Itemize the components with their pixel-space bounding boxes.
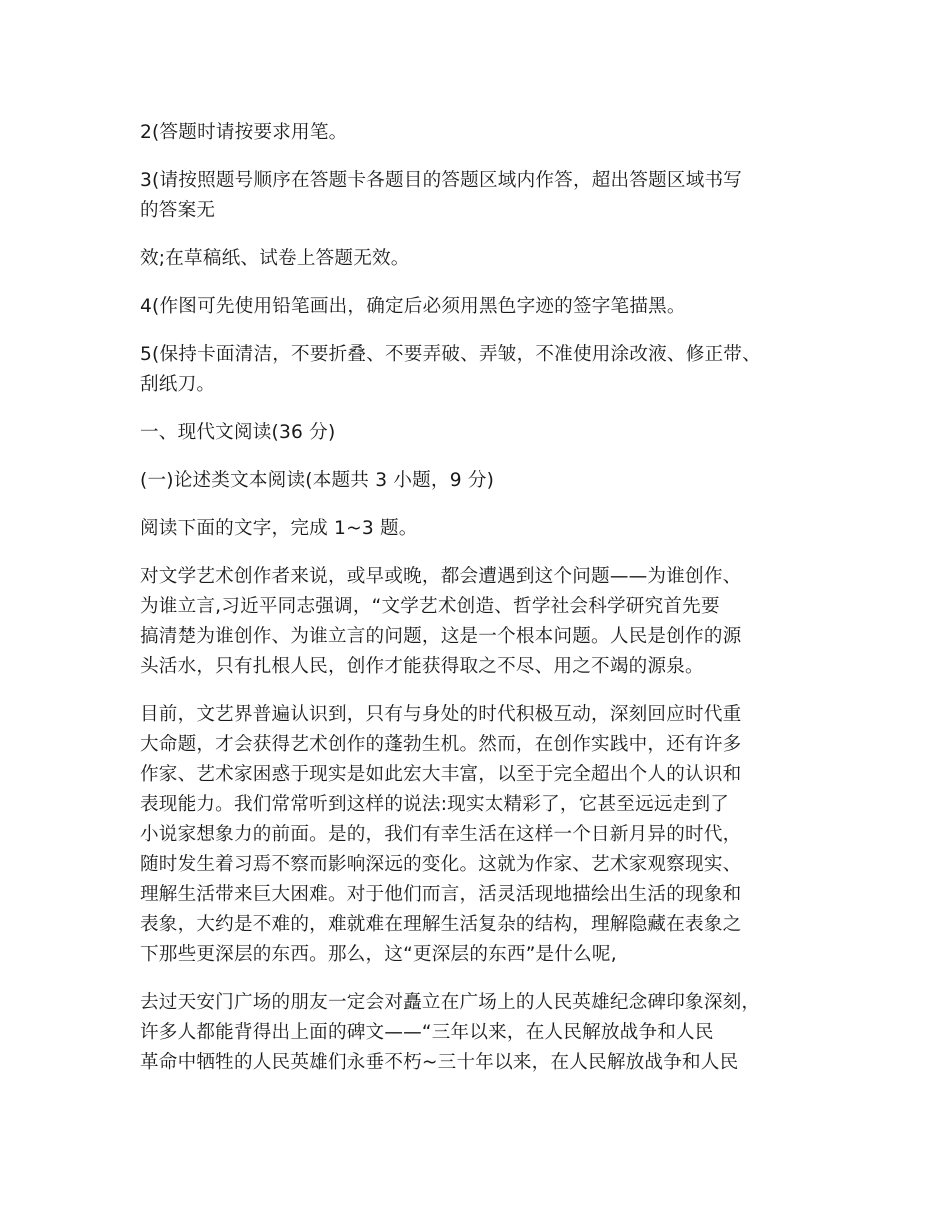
instruction-line: 刮纸刀。 xyxy=(140,374,216,395)
instruction-line: 效;在草稿纸、试卷上答题无效。 xyxy=(140,248,410,269)
instruction-4 xyxy=(140,292,830,322)
paragraph-line: 作家、艺术家困惑于现实是如此宏大丰富，以至于完全超出个人的认识和 xyxy=(140,764,742,785)
subsection-title xyxy=(140,466,830,496)
instruction-line: 5(保持卡面清洁，不要折叠、不要弄破、弄皱，不准使用涂改液、修正带、 xyxy=(140,344,761,365)
paragraph-line: 去过天安门广场的朋友一定会对矗立在广场上的人民英雄纪念碑印象深刻， xyxy=(140,992,761,1013)
paragraph-line: 大命题，才会获得艺术创作的蓬勃生机。然而，在创作实践中，还有许多 xyxy=(140,734,742,755)
subsection-title-text: (一)论述类文本阅读(本题共 3 小题，9 分) xyxy=(140,470,495,491)
instruction-3 xyxy=(140,166,830,226)
paragraph-line: 表现能力。我们常常听到这样的说法:现实太精彩了，它甚至远远走到了 xyxy=(140,794,730,815)
paragraph-1 xyxy=(140,562,830,682)
instruction-line: 3(请按照题号顺序在答题卡各题目的答题区域内作答，超出答题区域书写 xyxy=(140,170,743,191)
instruction-line: 2(答题时请按要求用笔。 xyxy=(140,122,348,143)
instruction-line: 4(作图可先使用铅笔画出，确定后必须用黑色字迹的签字笔描黑。 xyxy=(140,296,686,317)
paragraph-line: 下那些更深层的东西。那么，这“更深层的东西”是什么呢, xyxy=(140,944,617,965)
paragraph-line: 目前，文艺界普遍认识到，只有与身处的时代积极互动，深刻回应时代重 xyxy=(140,704,742,725)
paragraph-line: 为谁立言,习近平同志强调，“文学艺术创造、哲学社会科学研究首先要 xyxy=(140,596,720,617)
document-page xyxy=(140,118,830,1096)
paragraph-line: 许多人都能背得出上面的碑文——“三年以来，在人民解放战争和人民 xyxy=(140,1022,714,1043)
paragraph-line: 小说家想象力的前面。是的，我们有幸生活在这样一个日新月异的时代， xyxy=(140,824,742,845)
paragraph-line: 革命中牺牲的人民英雄们永垂不朽~三十年以来，在人民解放战争和人民 xyxy=(140,1052,739,1073)
instruction-2 xyxy=(140,118,830,148)
reading-prompt-text: 阅读下面的文字，完成 1~3 题。 xyxy=(140,518,418,539)
instruction-5 xyxy=(140,340,830,400)
reading-prompt xyxy=(140,514,830,544)
paragraph-line: 随时发生着习焉不察而影响深远的变化。这就为作家、艺术家观察现实、 xyxy=(140,854,742,875)
instruction-3-continued xyxy=(140,244,830,274)
paragraph-line: 头活水，只有扎根人民，创作才能获得取之不尽、用之不竭的源泉。 xyxy=(140,656,704,677)
paragraph-line: 表象，大约是不难的，难就难在理解生活复杂的结构，理解隐藏在表象之 xyxy=(140,914,742,935)
section-title xyxy=(140,418,830,448)
paragraph-line: 理解生活带来巨大困难。对于他们而言，活灵活现地描绘出生活的现象和 xyxy=(140,884,742,905)
paragraph-line: 对文学艺术创作者来说，或早或晚，都会遭遇到这个问题——为谁创作、 xyxy=(140,566,742,587)
instruction-line: 的答案无 xyxy=(140,200,216,221)
section-title-text: 一、现代文阅读(36 分) xyxy=(140,422,336,443)
paragraph-2 xyxy=(140,700,830,970)
paragraph-line: 搞清楚为谁创作、为谁立言的问题，这是一个根本问题。人民是创作的源 xyxy=(140,626,742,647)
paragraph-3 xyxy=(140,988,830,1078)
